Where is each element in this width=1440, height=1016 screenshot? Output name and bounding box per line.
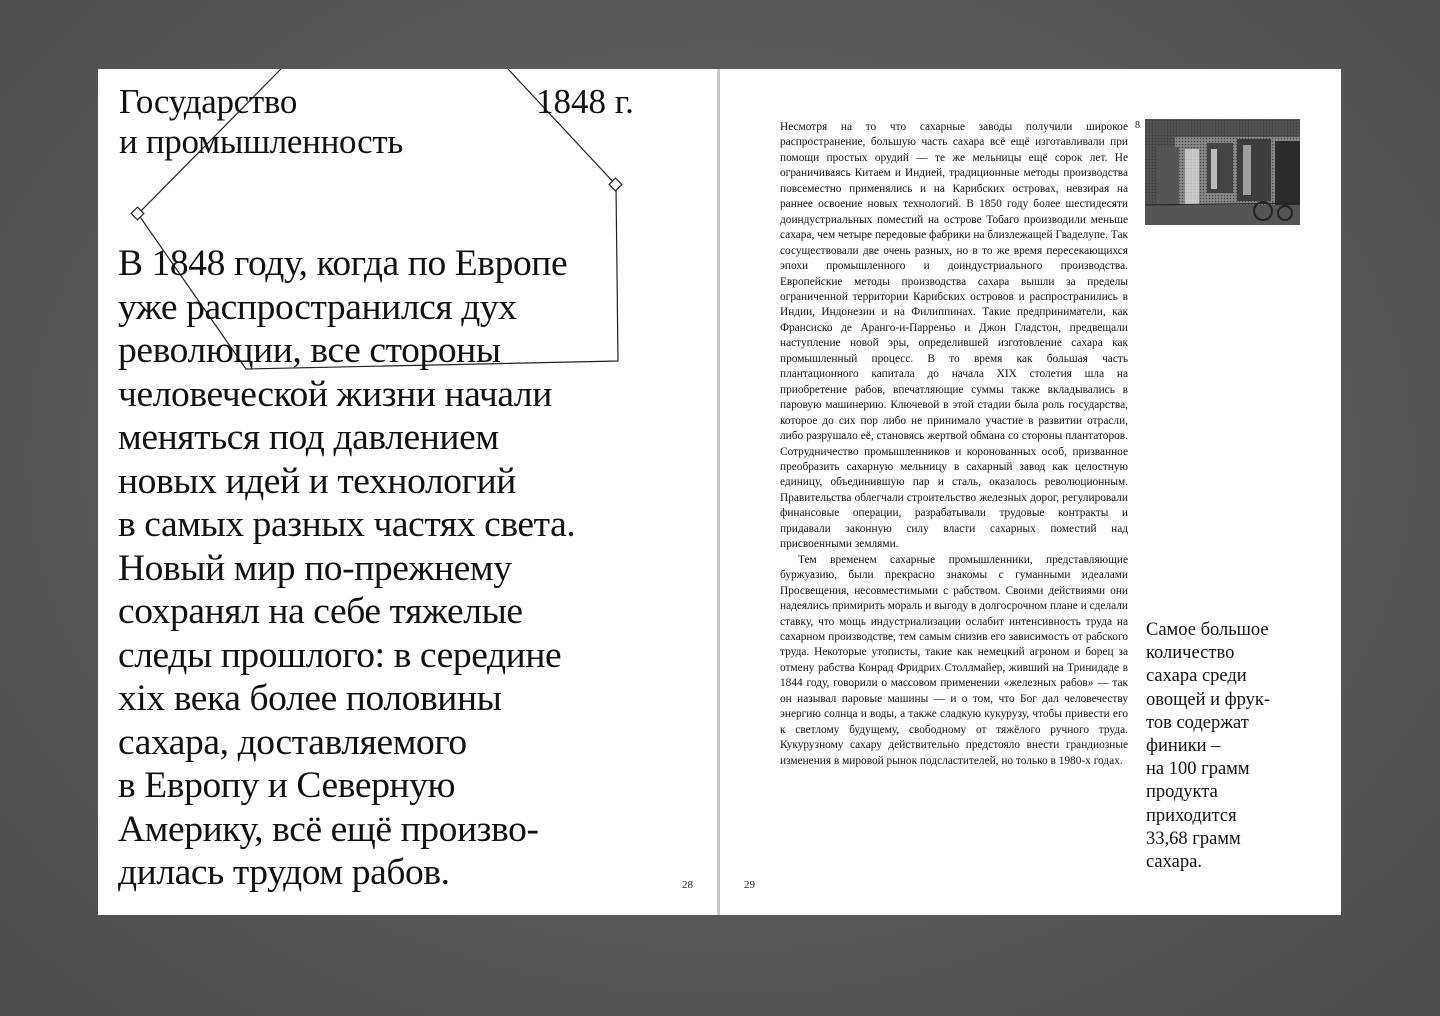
sidenote-line: тов содержат <box>1146 712 1249 733</box>
lead-line: В 1848 году, когда по Европе <box>118 243 568 284</box>
lead-line: революции, все стороны <box>118 330 501 371</box>
page-number-left: 28 <box>682 879 693 891</box>
anchor-point-left <box>131 207 144 220</box>
left-page <box>98 69 718 915</box>
page-number-right: 29 <box>744 879 755 891</box>
lead-paragraph <box>118 242 678 895</box>
sidenote-line: количество <box>1146 643 1235 664</box>
sidenote-line: Самое большое <box>1146 620 1269 640</box>
lead-line: уже распространился дух <box>118 286 517 328</box>
title-line-1: Государство <box>119 82 298 121</box>
right-page <box>720 69 1341 915</box>
lead-line: меняться под давлением <box>118 417 499 458</box>
lead-line: человеческой жизни начали <box>118 373 552 415</box>
factory-photo <box>1145 119 1300 225</box>
sidenote-line: финики – <box>1146 736 1221 757</box>
lead-line: Америку, всё ещё произво- <box>118 808 539 850</box>
title-line-2: и промышленность <box>119 122 403 161</box>
lead-line: сохранял на себе тяжелые <box>118 591 523 632</box>
body-text-column <box>780 120 1128 769</box>
sidenote-line: на 100 грамм <box>1146 759 1250 780</box>
sidenote-line: продукта <box>1146 782 1218 803</box>
sidenote-line: сахара. <box>1146 852 1202 873</box>
lead-line: в самых разных частях света. <box>118 504 576 545</box>
chapter-year: 1848 г. <box>536 82 634 121</box>
lead-line: дилась трудом рабов. <box>118 852 450 893</box>
factory-interior-image <box>1145 119 1300 225</box>
figure-number: 8 <box>1135 120 1140 131</box>
sidenote-line: 33,68 грамм <box>1146 828 1241 849</box>
lead-line: xix века более половины <box>118 678 502 719</box>
body-paragraph: Несмотря на то что сахарные заводы получили широкое распространение, большую часть сахара всё ещё изготавливали при помощи простых орудий — те же мельницы ещё сорок лет. Не ограничиваясь Китаем и Индией, традиционные методы производства повсеместно применялись и на Карибских островах, невзирая на раннее освоение новых технологий. В 1850 году более шестидесяти доиндустриальных поместий на острове Тобаго производили меньше сахара, чем четыре передовые фабрики на близлежащей Гваделупе. Так сосуществовали две очень разных, но в то же время пересекающихся эпохи промышленного и доиндустриального производства. Европейские методы производства сахара вышли за пределы ограниченной территории Карибских островов и распространились в Индии, Индонезии и на Филиппинах. Такие предприниматели, как Франсиско де Аранго-и-Парреньо и Джон Гладстон, предвещали наступление новой эры, определившей изготовление сахара как промышленный процесс. В то время как большая часть плантационного капитала до начала XIX столетия шла на приобретение рабов, впечатляющие суммы также вкладывались в паровую машинерию. Ключевой в этой стадии была роль государства, которое до сих пор либо не принимало участие в развитии отрасли, либо разрушало её, становясь жертвой обмана со стороны плантаторов. Сотрудничество промышленников и коронованных особ, призванное преобразить сахарную мельницу в сахарный завод как целостную единицу, объединившую пар и сталь, оказалось революционным. Правительства облегчали строительство железных дорог, регулировали финансовые операции, разрабатывали трудовые контракты и придавали законную силу власти сахарных поместий над присвоенными землями. <box>780 121 1128 551</box>
lead-line: следы прошлого: в середине <box>118 634 562 676</box>
sidenote-line: овощей и фрук- <box>1146 689 1271 710</box>
sidenote-line: приходится <box>1146 805 1237 826</box>
book-spread <box>98 69 1341 915</box>
lead-line: сахара, доставляемого <box>118 721 467 763</box>
sidenote-line: сахара среди <box>1146 666 1247 687</box>
lead-line: Новый мир по-прежнему <box>118 547 512 589</box>
sidenote <box>1146 619 1321 874</box>
body-paragraph: Тем временем сахарные промышленники, представляющие буржуазию, были прекрасно знакомы с гуманными идеалами Просвещения, несовместимыми с рабством. Своими действиями они надеялись примирить мораль и выгоду в долгосрочном плане и сделали ставку, что мощь индустриализации ослабит интенсивность труда на сахарном производстве, тем самым снизив его зависимость от рабского труда. Некоторые утописты, такие как немецкий агроном и борец за отмену рабства Конрад Фридрих Столлмайер, живший на Тринидаде в 1844 году, говорили о массовом применении «железных рабов» — так он называл паровые машины — и о том, что Бог дал человечеству энергию солнца и воды, а также сладкую кукурузу, чтобы привести его к светлому будущему, свободному от тяжёлого ручного труда. Кукурузному сахару действительно предстояло внести грандиозные изменения в мировой рынок подсластителей, но только в 1980-х годах. <box>780 553 1128 767</box>
lead-line: в Европу и Северную <box>118 765 456 806</box>
lead-line: новых идей и технологий <box>118 460 516 502</box>
